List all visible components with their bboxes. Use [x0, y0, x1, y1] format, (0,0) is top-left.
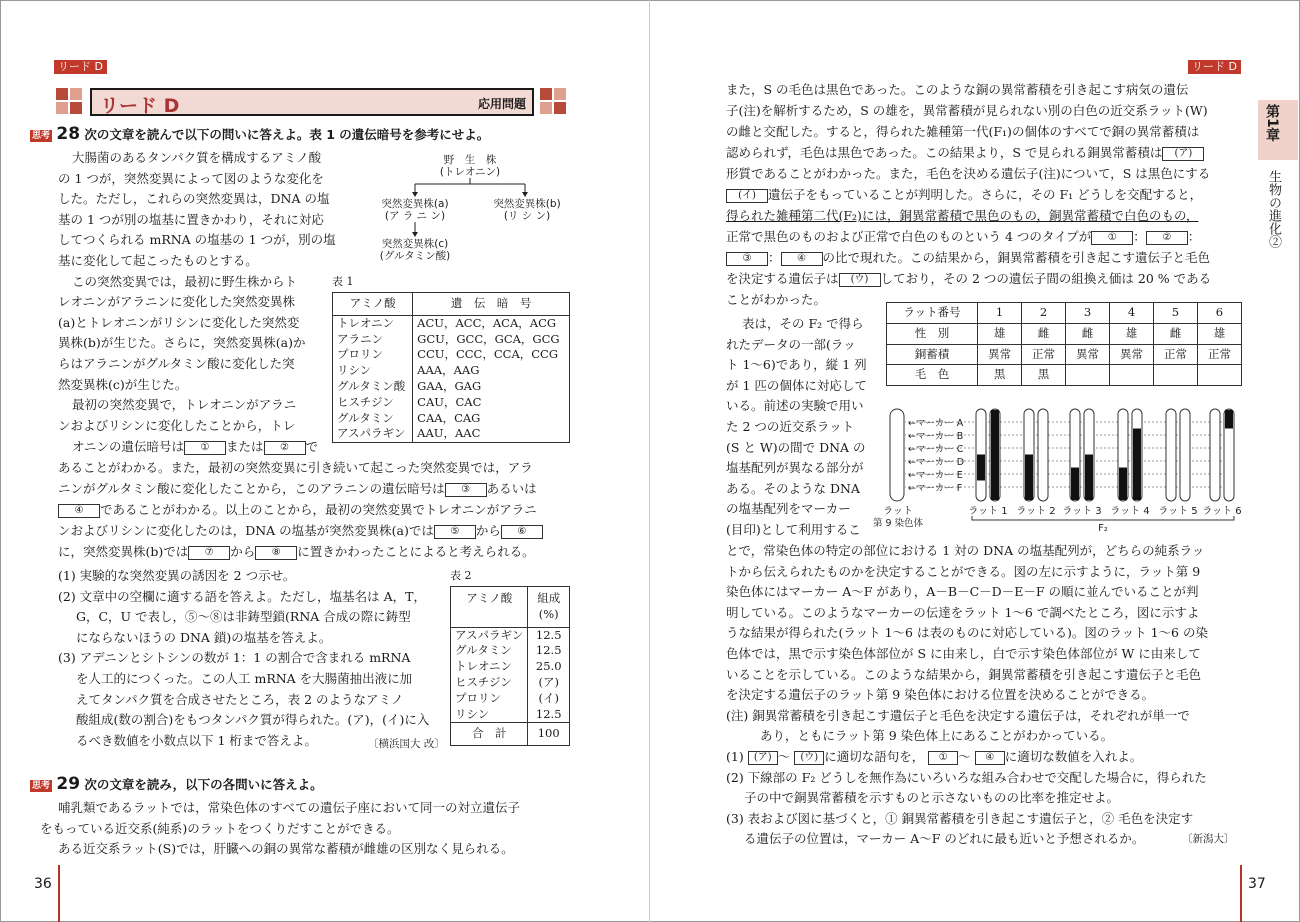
chromosome-segment [1085, 481, 1093, 501]
marker-label: ←マーカー A [908, 418, 964, 429]
ref-label: ラット [883, 506, 913, 517]
question-line: (3) アデニンとシトシンの数が 1：1 の割合で含まれる mRNA [58, 650, 411, 666]
r-col-line: (目印)として利用するこ [726, 522, 861, 537]
chromosome-segment [1085, 468, 1093, 481]
q28-source: 〔横浜国大 改〕 [368, 738, 445, 750]
r-line: ことがわかった。 [726, 292, 827, 307]
table-cell: プロリン [455, 690, 501, 705]
r-after-line: トから伝えられたものかを決定することができる。図の左に示すように，ラット第 9 [726, 563, 1201, 579]
table-cell: CAU，CAC [417, 394, 482, 409]
chromosome-segment [1133, 429, 1141, 442]
chromosome [1180, 409, 1190, 501]
chromosome-segment [991, 455, 999, 468]
table-row [451, 723, 570, 746]
rat-label: ラット 4 [1110, 506, 1150, 517]
marker-label: ←マーカー E [908, 470, 963, 481]
r-after-line: (1) (ア) ～ (ウ) に適切な語句を， ① ～ ④ に適切な数値を入れよ。 [726, 749, 1143, 764]
chromosome [1166, 409, 1176, 501]
table-row [451, 587, 570, 628]
table-cell: ヒスチジン [455, 674, 512, 689]
table-cell: 3 [1066, 303, 1110, 324]
table-cell: 異常 [1110, 344, 1154, 365]
table-cell: 雌 [1022, 323, 1066, 344]
table-cell: 雌 [1153, 323, 1197, 344]
table-cell: 雌 [1066, 323, 1110, 344]
r-col-line: ト 1～6)であり，縦 1 列 [726, 357, 867, 373]
chapter-title: 生物の進化② [1266, 170, 1281, 248]
marker-label: ←マーカー F [908, 483, 963, 494]
gutter [649, 0, 650, 922]
r-after-line: うな結果が得られた(ラット 1～6 は表のものに対応している)。図のラット 1～6 の染 [726, 625, 1208, 641]
table-cell: グルタミン [337, 410, 394, 425]
chromosome-segment [1119, 468, 1127, 481]
q28-line: ンおよびリシンに変化したことから，トレ [58, 417, 296, 433]
question-line: えてタンパク質を合成させたところ，表 2 のようなアミノ [76, 691, 404, 707]
chromosome-segment [1133, 455, 1141, 468]
r-col-line: 塩基配列が異なる部分が [726, 460, 864, 476]
table-cell: 毛 色 [887, 365, 978, 386]
table2-caption: 表 2 [450, 569, 472, 582]
text: に適切な語句を， [824, 749, 925, 764]
q28-line18: ④ であることがわかる。以上のことから，最初の突然変異でトレオニンがアラニ [58, 500, 537, 521]
q28-line: (a)とトレオニンがリシンに変化した突然変 [58, 314, 300, 330]
thinking-tag: 思考 [32, 130, 51, 141]
q28-line16: あることがわかる。また，最初の突然変異に引き続いて起こった突然変異では，アラ [58, 460, 533, 475]
r-after-line: あり，ともにラット第 9 染色体上にあることがわかっている。 [760, 728, 1114, 744]
question-line: にならないほうの DNA 鎖)の塩基を答えよ。 [76, 629, 332, 645]
page-number-left: 36 [34, 876, 52, 892]
r-after-line: を決定する遺伝子のラット第 9 染色体における位置を決めることができる。 [726, 687, 1155, 703]
blank-box: ④ [975, 751, 1005, 765]
table-row [333, 315, 570, 442]
table-cell: 正常 [1197, 344, 1241, 365]
table-cell: ACU，ACC，ACA，ACG [417, 315, 557, 330]
rat-label: ラット 6 [1202, 506, 1242, 517]
running-head-right: リード D [1188, 60, 1241, 74]
r-line: 形質であることがわかった。また，毛色を決める遺伝子(注)について，S は黒色にする [726, 166, 1211, 181]
section-banner [54, 86, 572, 120]
question-number: 28 [56, 124, 81, 144]
r-line: 正常で黒色のものおよび正常で白色のものという 4 つのタイプが ① ： ② ： [726, 229, 1201, 244]
r-after-line: 子の中で銅異常蓄積を示すものと示さないものの比率を推定せよ。 [744, 790, 1120, 806]
chromosome-segment [991, 481, 999, 501]
table1-caption: 表 1 [332, 275, 354, 288]
table-cell: AAA，AAG [417, 363, 480, 378]
table-cell: 12.5 [535, 643, 562, 658]
table-row [887, 303, 1242, 324]
table-cell: 黒 [978, 365, 1022, 386]
table-cell: 雄 [978, 323, 1022, 344]
q28-line17: ニンがグルタミン酸に変化したことから，このアラニンの遺伝暗号は ③ あるいは [58, 481, 537, 496]
chromosome-segment [991, 442, 999, 455]
q28-line: 異株(b)が生じた。さらに，突然変異株(a)か [58, 335, 306, 351]
r-col-line: ある。そのような DNA [726, 480, 860, 496]
table-cell: 異常 [978, 344, 1022, 365]
running-head-left: リード D [54, 60, 107, 74]
table-cell: 6 [1197, 303, 1241, 324]
r-col-line: れたデータの一部(ラッ [726, 336, 856, 352]
chromosome-segment [1133, 468, 1141, 481]
chromosome-segment [1071, 468, 1079, 481]
banner-subtitle: 応用問題 [477, 97, 526, 111]
table-header: 組成 (%) [528, 587, 570, 628]
table-cell: 12.5 [535, 627, 562, 642]
rat-label: ラット 5 [1158, 506, 1198, 517]
marker-label: ←マーカー C [908, 444, 964, 455]
chromosome-reference [890, 409, 904, 501]
table-cell: 雄 [1197, 323, 1241, 344]
rat-label: ラット 2 [1016, 506, 1056, 517]
underlined-line: 得られた雑種第二代(F₂)には，銅異常蓄積で黒色のもの，銅異常蓄積で白色のもの， [726, 208, 1199, 223]
chromosome-segment [1119, 481, 1127, 501]
blank-box: ① [928, 751, 958, 765]
chromosome [1038, 409, 1048, 501]
q29-line: をもっている近交系(純系)のラットをつくりだすことができる。 [40, 820, 400, 836]
chromosome-segment [991, 429, 999, 442]
q28-line15: オニンの遺伝暗号は ① または ② で [72, 439, 319, 454]
chromosome-segment [1133, 481, 1141, 501]
q28-line: した。ただし，これらの突然変異は，DNA の塩 [58, 191, 330, 207]
r-after-line: る遺伝子の位置は，マーカー A～F のどれに最も近いと予想されるか。 [744, 831, 1145, 847]
q28-line: らはアラニンがグルタミン酸に変化した突 [58, 356, 295, 371]
chromosome-segment [1133, 442, 1141, 455]
chromosome-segment [1071, 481, 1079, 501]
table-cell [1197, 365, 1241, 386]
page-marker-left [58, 865, 60, 922]
table-cell: AAU，AAC [417, 426, 481, 441]
r-after-line: (3) 表および図に基づくと，① 銅異常蓄積を引き起こす遺伝子と，② 毛色を決定す [726, 810, 1194, 826]
chromosome-segment [977, 455, 985, 468]
q28-line: してつくられる mRNA の塩基の 1 つが，別の塩 [58, 232, 336, 248]
table1-genetic-code [332, 292, 570, 443]
question-line: 酸組成(数の割合)をもつタンパク質が得られた。(ア)，(イ)に入 [76, 712, 430, 728]
r-after-line: (注) 銅異常蓄積を引き起こす遺伝子と毛色を決定する遺伝子は，それぞれが単一で [726, 707, 1190, 723]
table-cell: 黒 [1022, 365, 1066, 386]
table-cell: 性 別 [887, 323, 978, 344]
table-cell: アラニン [337, 331, 383, 346]
page-marker-right [1240, 865, 1242, 922]
q28-line: この突然変異では，最初に野生株からト [72, 273, 298, 289]
table-cell: 合 計 [451, 723, 528, 746]
table-header: アミノ酸 [333, 293, 413, 316]
rat-label: ラット 1 [968, 506, 1008, 517]
table-cell: ラット番号 [887, 303, 978, 324]
table-cell: トレオニン [337, 315, 395, 330]
q28-line: 然変異株(c)が生じた。 [58, 376, 188, 392]
table-cell: 4 [1110, 303, 1154, 324]
r-col-line: の塩基配列をマーカー [726, 501, 851, 517]
chromosome-segment [1025, 468, 1033, 481]
question-line: G，C，U で表し，⑤～⑧は非鋳型鎖(RNA 合成の際に鋳型 [76, 609, 411, 625]
chromosome-segment [977, 468, 985, 481]
table-cell: (イ) [538, 690, 559, 705]
table-cell: ヒスチジン [337, 394, 394, 409]
chapter-number: 第1章 [1264, 104, 1280, 142]
table-row [887, 344, 1242, 365]
question-title: 次の文章を読んで以下の問いに答えよ。表 1 の遺伝暗号を参考にせよ。 [84, 127, 490, 142]
chromosome-figure [872, 404, 1244, 534]
r-after-line: とで，常染色体の特定の部位における 1 対の DNA の塩基配列が，どちらの純系ラッ [726, 543, 1205, 558]
q28-line20: に，突然変異株(b)では ⑦ から ⑧ に置きかわったことによると考えられる。 [58, 544, 535, 559]
table-cell: (ア) [538, 674, 559, 689]
q28-line: 基の 1 つが別の塩基に置きかわり，それに対応 [58, 211, 324, 227]
chromosome-segment [991, 468, 999, 481]
table-cell: 正常 [1153, 344, 1197, 365]
table-cell: 5 [1153, 303, 1197, 324]
blank-box: (ウ) [794, 751, 824, 765]
marker-label: ←マーカー D [908, 457, 965, 468]
table-cell: 2 [1022, 303, 1066, 324]
source: 〔新潟大〕 [1182, 833, 1235, 845]
r-after-line: いることを示している。このような結果から，銅異常蓄積を引き起こす遺伝子と毛色 [726, 666, 1202, 682]
r-line: 認められず，毛色は黒色であった。この結果より，S で見られる銅異常蓄積は (ア) [726, 143, 1204, 164]
text: に適切な数値を入れよ。 [1004, 749, 1143, 764]
rat-table [886, 302, 1242, 386]
r-line: を決定する遺伝子は (ウ) しており，その 2 つの遺伝子間の組換え価は 20 % である [726, 271, 1212, 286]
r-line: の雌と交配した。すると，得られた雑種第一代(F₁)の個体のすべてで銅の異常蓄積は [726, 124, 1200, 139]
table-cell: 100 [528, 723, 570, 746]
table2-composition [450, 586, 570, 746]
chromosome [1210, 409, 1220, 501]
table-header: 遺 伝 暗 号 [413, 293, 570, 316]
q29-line: 哺乳類であるラットでは，常染色体のすべての遺伝子座において同一の対立遺伝子 [58, 800, 521, 815]
f2-label: F₂ [1098, 523, 1108, 534]
table-header: アミノ酸 [451, 587, 528, 628]
ref-label: 第 9 染色体 [872, 518, 924, 529]
chromosome-segment [1025, 481, 1033, 501]
r-line: 子(注)を解析するため，S の雄を，異常蓄積が見られない別の白色の近交系ラット(W) [726, 103, 1208, 118]
table-cell [1066, 365, 1110, 386]
table-cell: GCU，GCC，GCA，GCG [417, 331, 560, 346]
table-cell: 銅蓄積 [887, 344, 978, 365]
r-col-line: が 1 匹の個体に対応して [726, 377, 867, 393]
banner-title: リード D [100, 95, 180, 117]
chromosome-segment [1225, 410, 1233, 429]
rat-label: ラット 3 [1062, 506, 1102, 517]
q28-line: 大腸菌のあるタンパク質を構成するアミノ酸 [72, 150, 322, 165]
table-cell: アスパラギン [455, 627, 524, 642]
r-line: (イ) 遺伝子をもっていることが判明した。さらに，その F₁ どうしを交配すると， [726, 185, 1202, 206]
q29-line: ある近交系ラット(S)では，肝臓への銅の異常な蓄積が雌雄の区別なく見られる。 [58, 841, 514, 857]
table-cell: アスパラギン [337, 426, 406, 441]
r-after-line: 明している。このようなマーカーの伝達をラット 1～6 で調べたところ，図に示すよ [726, 604, 1200, 620]
table-cell: トレオニン [455, 659, 513, 674]
chromosome-segment [991, 410, 999, 429]
table-cell: 正常 [1022, 344, 1066, 365]
q29-heading: 思考 29 次の文章を読み，以下の各問いに答えよ。 [32, 774, 323, 794]
table-cell: リシン [337, 363, 372, 378]
table-row [451, 627, 570, 723]
marker-label: ←マーカー B [908, 431, 964, 442]
table-cell: 1 [978, 303, 1022, 324]
table-cell: グルタミン [455, 643, 512, 658]
question-line: (2) 文章中の空欄に適する語を答えよ。ただし，塩基名は A，T， [58, 588, 427, 604]
q-number: (1) [726, 749, 744, 764]
r-col-line: た 2 つの近交系ラット [726, 419, 855, 434]
r-after-line: 色体では，黒で示す染色体部位が S に由来し，白で示す染色体部位が W に由来して [726, 646, 1201, 661]
r-col-line: (S と W)の間で DNA の [726, 439, 866, 455]
r-col-line: いる。前述の実験で用い [726, 398, 864, 414]
q28-line: 基に変化して起こったものとする。 [58, 253, 258, 268]
table-cell: グルタミン酸 [337, 378, 406, 393]
chromosome-segment [1085, 455, 1093, 468]
q28-line: の 1 つが，突然変異によって図のような変化を [58, 170, 324, 186]
r-after-line: 染色体にはマーカー A～F があり，A－B－C－D－E－F の順に並んでいることが判 [726, 584, 1199, 600]
r-line: ③ ： ④ の比で現れた。この結果から，銅異常蓄積を引き起こす遺伝子と毛色 [726, 248, 1210, 269]
page-number-right: 37 [1248, 876, 1266, 892]
q28-line: レオニンがアラニンに変化した突然変異株 [58, 294, 296, 310]
q28-heading [30, 124, 489, 146]
r-after-line: (2) 下線部の F₂ どうしを無作為にいろいろな組み合わせで交配した場合に，得られた [726, 769, 1207, 785]
table-cell: 12.5 [535, 706, 562, 721]
q28-line: 最初の突然変異で，トレオニンがアラニ [72, 397, 297, 413]
table-row [333, 293, 570, 316]
table-cell: 異常 [1066, 344, 1110, 365]
table-cell [1153, 365, 1197, 386]
table-cell: GAA，GAG [417, 378, 482, 393]
chromosome-segment [1025, 455, 1033, 468]
table-cell: CAA，CAG [417, 410, 481, 425]
question-line: るべき数値を小数点以下 1 桁まで答えよ。 [76, 732, 317, 748]
table-row [887, 323, 1242, 344]
table-cell: プロリン [337, 347, 383, 362]
question-line: を人工的につくった。この人工 mRNA を大腸菌抽出液に加 [76, 671, 413, 686]
r-col-line: 表は，その F₂ で得ら [742, 316, 864, 331]
blank-box: (ア) [748, 751, 778, 765]
question-line: (1) 実験的な突然変異の誘因を 2 つ示せ。 [58, 568, 296, 583]
q28-line19: ンおよびリシンに変化したのは，DNA の塩基が突然変異株(a)では ⑤ から ⑥ [58, 521, 543, 542]
table-cell: 雄 [1110, 323, 1154, 344]
table-cell: リシン [455, 706, 490, 721]
r-line: また，S の毛色は黒色であった。このような銅の異常蓄積を引き起こす病気の遺伝 [726, 82, 1189, 97]
table-cell: CCU，CCC，CCA，CCG [417, 347, 559, 362]
table-cell: 25.0 [535, 659, 562, 674]
table-cell [1110, 365, 1154, 386]
table-row [887, 365, 1242, 386]
